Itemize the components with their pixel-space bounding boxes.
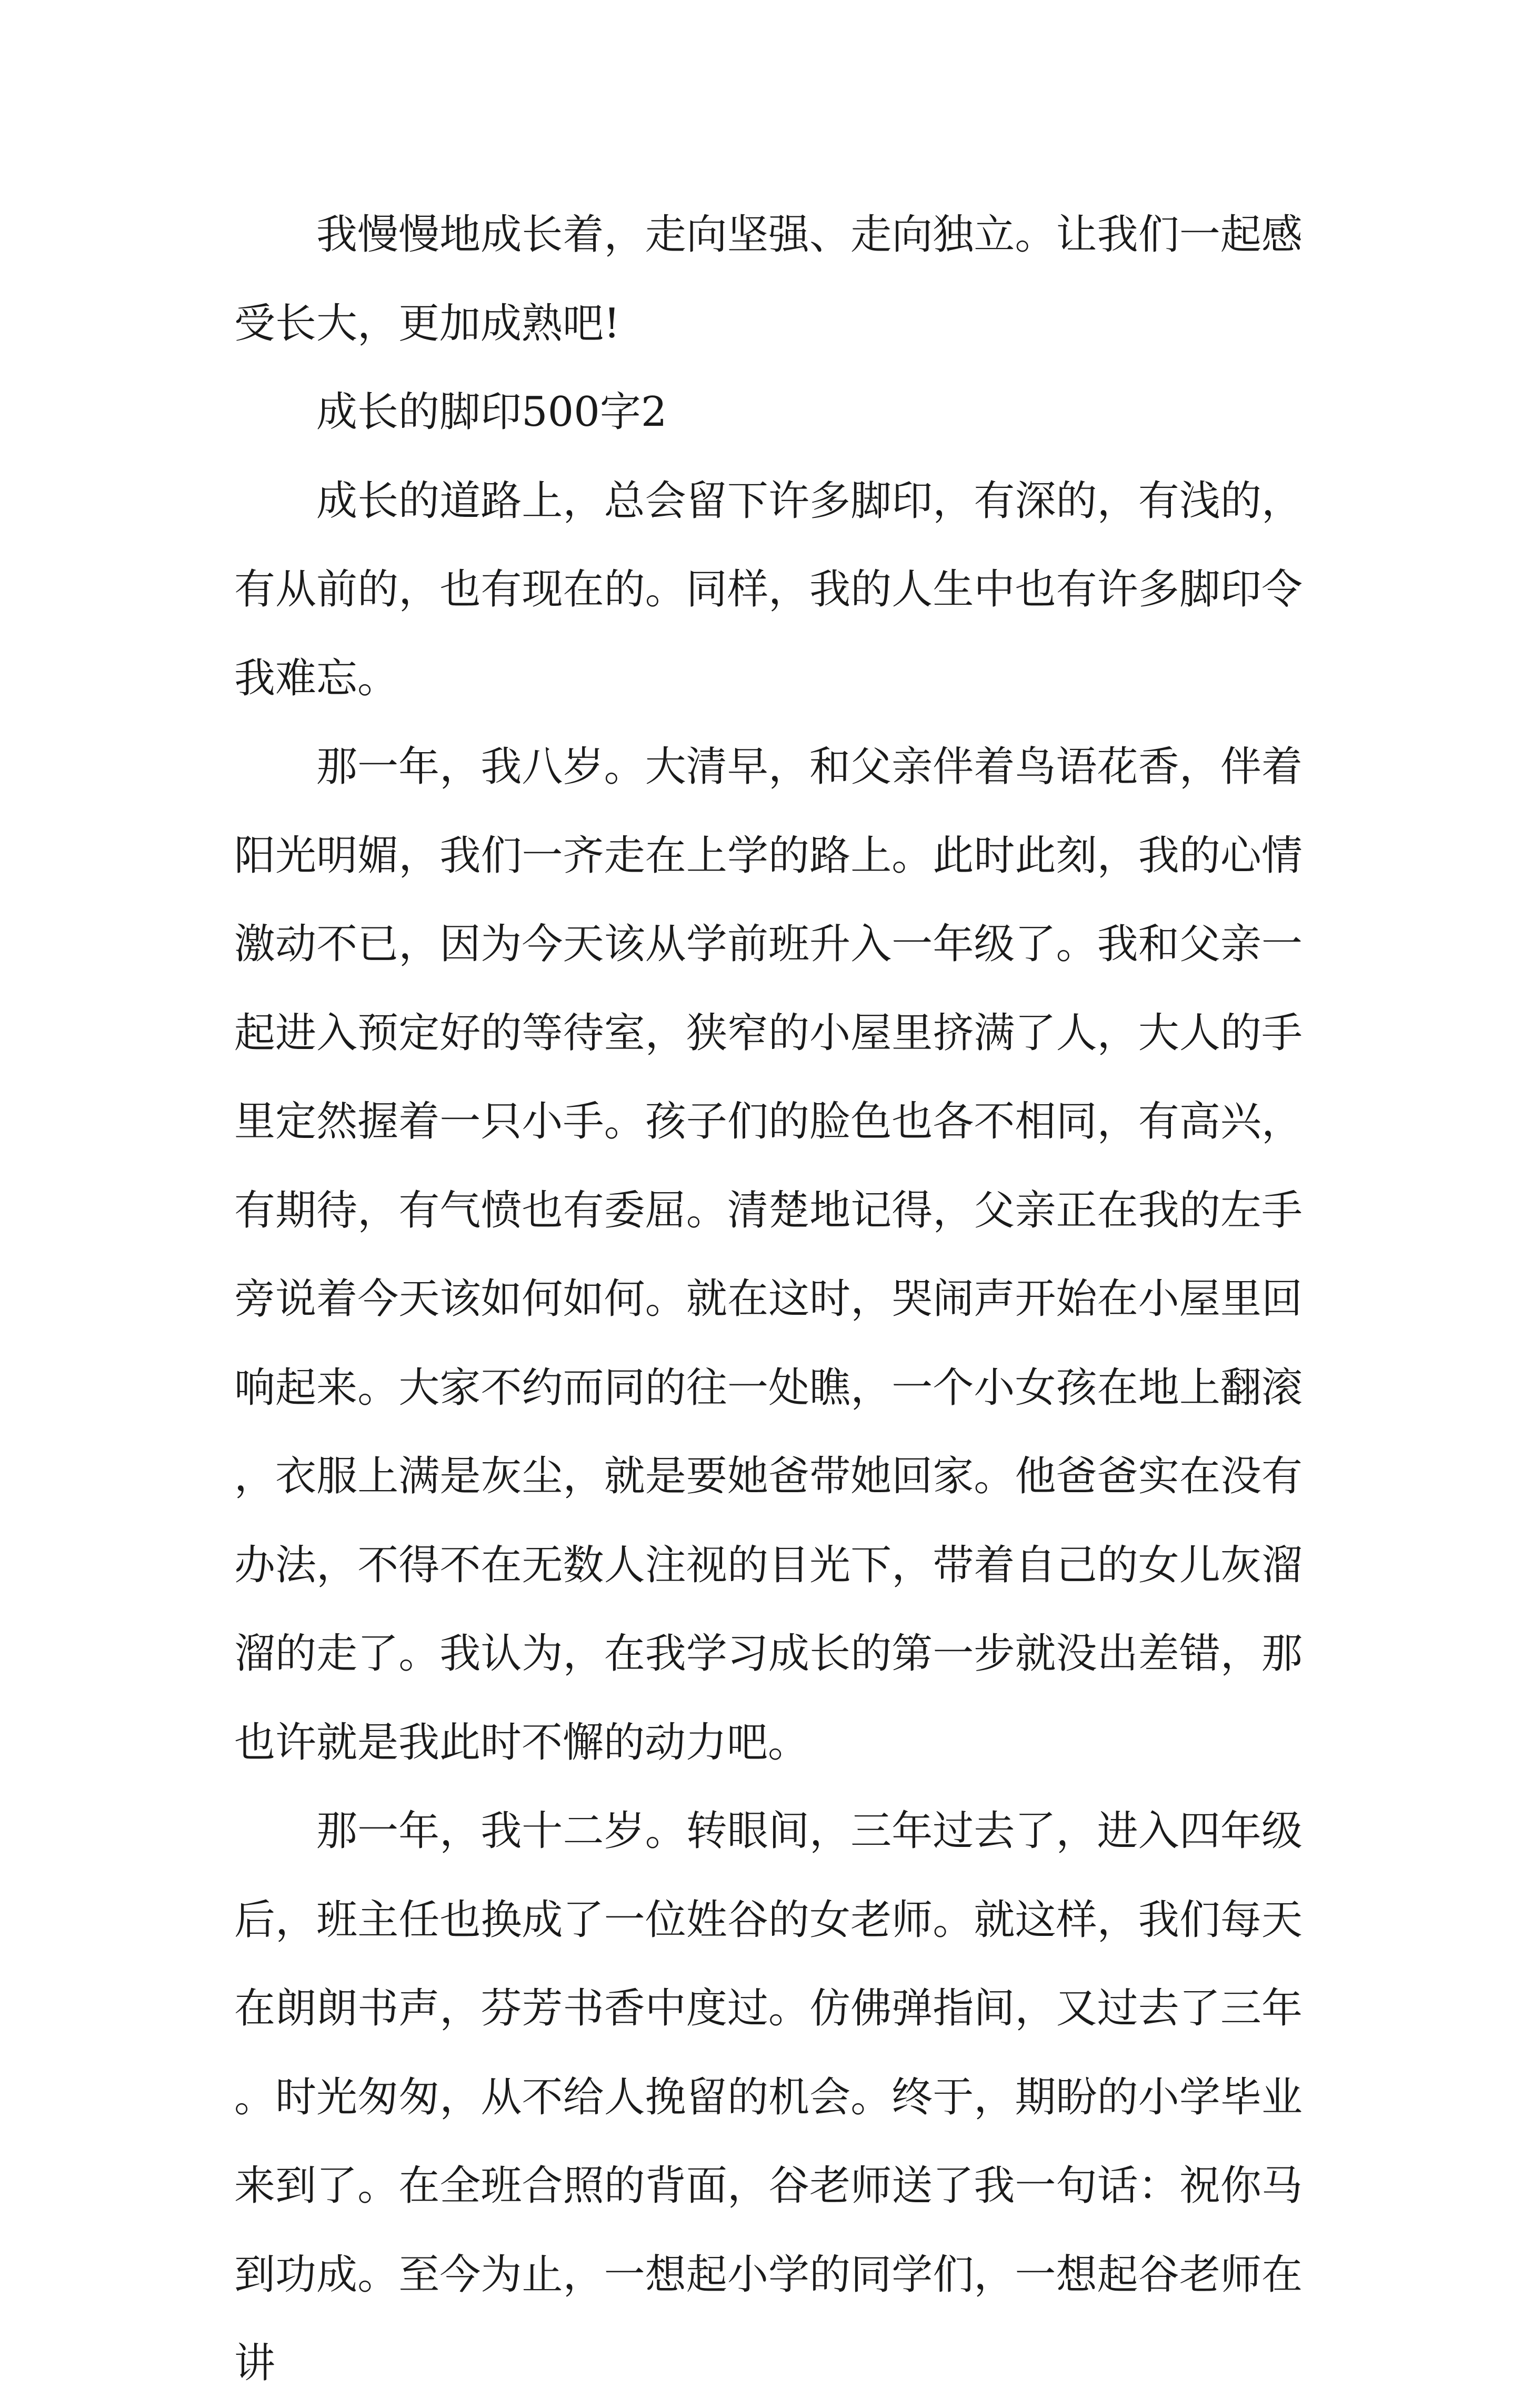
paragraph: 我慢慢地成长着，走向坚强、走向独立。让我们一起感受长大，更加成熟吧! [234, 211, 1302, 347]
section-title: 成长的脚印500字2 [316, 388, 667, 436]
document-body [234, 191, 1302, 2408]
paragraph: 成长的道路上，总会留下许多脚印，有深的，有浅的，有从前的，也有现在的。同样，我的人生中也有许多脚印令我难忘。 [234, 477, 1302, 702]
paragraph: 那一年，我八岁。大清早，和父亲伴着鸟语花香，伴着阳光明媚，我们一齐走在上学的路上。此时此刻，我的心情激动不已，因为今天该从学前班升入一年级了。我和父亲一起进入预定好的等待室，狭窄的小屋里挤满了人，大人的手里定然握着一只小手。孩子们的脸色也各不相同，有高兴，有期待，有气愤也有委屈。清楚地记得，父亲正在我的左手旁说着今天该如何如何。就在这时，哭闹声开始在小屋里回响起来。大家不约而同的往一处瞧，一个小女孩在地上翻滚，衣服上满是灰尘，就是要她爸带她回家。他爸爸实在没有办法，不得不在无数人注视的目光下，带着自己的女儿灰溜溜的走了。我认为，在我学习成长的第一步就没出差错，那也许就是我此时不懈的动力吧。 [234, 743, 1302, 1766]
paragraph: 那一年，我十二岁。转眼间，三年过去了，进入四年级后，班主任也换成了一位姓谷的女老师。就这样，我们每天在朗朗书声，芬芳书香中度过。仿佛弹指间，又过去了三年。时光匆匆，从不给人挽留的机会。终于，期盼的小学毕业来到了。在全班合照的背面，谷老师送了我一句话：祝你马到功成。至今为止，一想起小学的同学们，一想起谷老师在讲 [234, 1807, 1302, 2387]
